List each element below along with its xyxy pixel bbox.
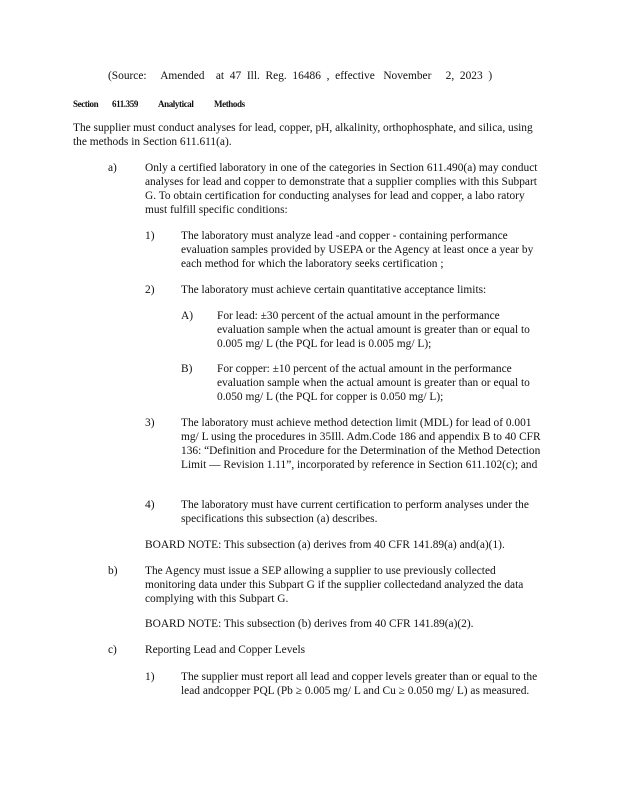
item-a2A-marker: A) — [181, 310, 194, 322]
item-a2-text: The laboratory must achieve certain quantitative acceptance limits: — [181, 284, 487, 296]
item-a3-text: The laboratory must achieve method detection limit (MDL) for lead of 0.001 mg/ L using the procedures in 35Ill. Adm.Code 186 and appendix B to 40 CFR 136: “Definition and Procedure for the Determination of the Method Detection Limit — Revision 1.11”, incorporated by reference in Section 611.102(c); and — [181, 417, 541, 471]
item-c1-text: The supplier must report all lead and copper levels greater than or equal to the lead andcopper PQL (Pb ≥ 0.005 mg/ L and Cu ≥ 0.050 mg/ L) as measured. — [181, 671, 538, 697]
item-c-heading: Reporting Lead and Copper Levels — [145, 644, 306, 656]
item-c-marker: c) — [108, 644, 117, 656]
item-b-marker: b) — [108, 565, 118, 577]
item-c1-marker: 1) — [145, 671, 155, 683]
item-b-text: The Agency must issue a SEP allowing a supplier to use previously collected monitoring data under this Subpart G if the supplier collectedand analyzed the data complying with this Subpart G. — [145, 565, 524, 605]
item-a2A-text: For lead: ±30 percent of the actual amount in the performance evaluation sample when the actual amount is greater than or equal to 0.005 mg/ L (the PQL for lead is 0.005 mg/ L); — [217, 310, 530, 350]
section-label: Section — [73, 99, 99, 109]
intro-paragraph: The supplier must conduct analyses for lead, copper, pH, alkalinity, orthophosphate, and silica, using the methods in Section 611.611(a). — [73, 122, 533, 148]
item-a2-marker: 2) — [145, 284, 155, 296]
section-title-2: Methods — [214, 99, 245, 109]
item-a-marker: a) — [108, 162, 117, 174]
source-note: (Source: Amended at 47 Ill. Reg. 16486 , effective November 2, 2023 ) — [108, 70, 493, 82]
section-number: 611.359 — [112, 99, 138, 109]
item-b-board-note: BOARD NOTE: This subsection (b) derives from 40 CFR 141.89(a)(2). — [145, 618, 474, 630]
item-a-text: Only a certified laboratory in one of the categories in Section 611.490(a) may conduct analyses for lead and copper to demonstrate that a supplier complies with this Subpart G. To obtain certification for conducting analyses for lead and copper, a labo ratory must fulfill specific conditions: — [145, 162, 538, 216]
item-a3-marker: 3) — [145, 417, 155, 429]
section-title: Analytical — [158, 99, 194, 109]
item-a-board-note: BOARD NOTE: This subsection (a) derives from 40 CFR 141.89(a) and(a)(1). — [145, 539, 505, 551]
item-a2B-marker: B) — [181, 363, 193, 375]
item-a4-marker: 4) — [145, 499, 155, 511]
item-a2B-text: For copper: ±10 percent of the actual amount in the performance evaluation sample when the actual amount is greater than or equal to 0.050 mg/ L (the PQL for copper is 0.050 mg/ L); — [217, 363, 530, 403]
item-a4-text: The laboratory must have current certification to perform analyses under the specifications this subsection (a) describes. — [181, 499, 529, 525]
item-a1-marker: 1) — [145, 230, 155, 242]
item-a1-text: The laboratory must analyze lead -and copper - containing performance evaluation samples provided by USEPA or the Agency at least once a year by each method for which the laboratory seeks certification ; — [181, 230, 534, 270]
